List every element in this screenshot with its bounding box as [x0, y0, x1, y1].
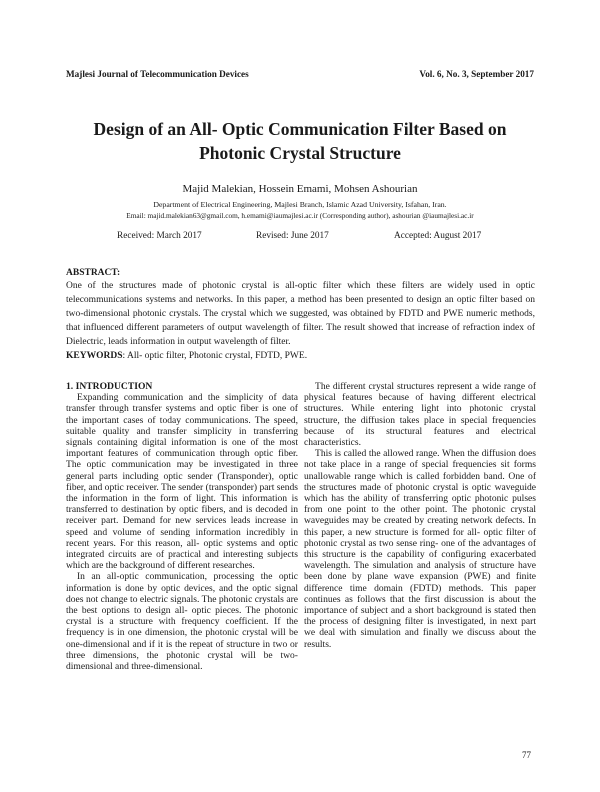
paper-title — [60, 117, 540, 165]
received-date: Received: March 2017 — [117, 231, 202, 241]
issue-info: Vol. 6, No. 3, September 2017 — [419, 69, 534, 79]
keywords-text: : All- optic filter, Photonic crystal, FDTD, PWE. — [122, 351, 308, 361]
section-heading: 1. INTRODUCTION — [66, 381, 153, 392]
paragraph: Expanding communication and the simplicity of data transfer through transfer systems and optic fiber is one of the important cases of today communications. The speed, suitable quality and transfer simplicity in transferring signals containing digital information is one of the most important features of communication through optic fiber. The optic communication may be investigated in three general parts including optic sender (Transponder), optic fiber, and optic receiver. The sender (transponder) part sends the information in the form of light. This information is transferred to destination by optic fibers, and is decoded in receiver part. Demand for new services leads increase in speed and volume of sending information incredibly in recent years. For this reason, all- optic systems and optic integrated circuits are of practical and interesting subjects which are the background of different researches. — [66, 392, 298, 572]
authors: Majid Malekian, Hossein Emami, Mohsen Ashourian — [182, 183, 418, 195]
keywords — [66, 351, 307, 361]
email-line: Email: majid.malekian63@gmail.com, h.emami@iaumajlesi.ac.ir (Corresponding author), ashourian @iaumajlesi.ac.ir — [126, 211, 474, 220]
keywords-label: KEYWORDS — [66, 351, 123, 361]
paragraph: In an all-optic communication, processing the optic information is done by optic devices, and the optic signal does not change to electric signals. The photonic crystals are the best options to design all- optic pieces. The photonic crystal is a structure with frequency coefficient. If the frequency is in one dimension, the photonic crystal will be one-dimensional and if it is the repeat of structure in two or three dimensions, the photonic crystal will be two-dimensional and three-dimensional. — [66, 571, 298, 673]
title-line: Design of an All- Optic Communication Filter Based on — [93, 119, 507, 139]
paragraph: The different crystal structures represent a wide range of physical features because of having different electrical structures. While entering light into photonic crystal structure, the diffusion takes place in special frequencies because of its structural features and electrical characteristics. — [304, 381, 536, 449]
right-column — [304, 381, 536, 650]
title-line: Photonic Crystal Structure — [199, 143, 401, 163]
revised-date: Revised: June 2017 — [256, 231, 329, 241]
paragraph: This is called the allowed range. When the diffusion does not take place in a range of special frequencies sit forms unallowable range which is called forbidden band. One of the structures made of photonic crystal is optic waveguide which has the ability of transferring optic photonic pulses from one point to the other point. The photonic crystal waveguides may be created by creating network defects. In this paper, a new structure is formed for all- optic filter of photonic crystal as two sense ring- one of the advantages of this structure is the capability of configuring exacerbated wavelength. The simulation and analysis of structure have been done by plane wave expansion (PWE) and finite difference time domain (FDTD) methods. This paper continues as follows that the first discussion is about the importance of subject and a short background is stated then the process of designing filter is investigated, in next part we deal with simulation and finally we discuss about the results. — [304, 448, 536, 650]
page-number: 77 — [522, 750, 531, 760]
abstract-text: One of the structures made of photonic crystal is all-optic filter which these filters are widely used in optic telecommunications systems and networks. In this paper, a method has been presented to design an optic filter based on two-dimensional photonic crystals. The crystal which we suggested, was obtained by FDTD and PWE numeric methods, that influenced different parameters of output wavelength of filter. The result showed that increase of refraction index of Dielectric, leads information in output wavelength of filter. — [66, 281, 535, 347]
left-column — [66, 381, 298, 672]
journal-name: Majlesi Journal of Telecommunication Devices — [66, 69, 249, 79]
abstract-heading: ABSTRACT: — [66, 268, 121, 278]
affiliation: Department of Electrical Engineering, Majlesi Branch, Islamic Azad University, Isfahan, Iran. — [153, 200, 447, 209]
accepted-date: Accepted: August 2017 — [394, 231, 482, 241]
